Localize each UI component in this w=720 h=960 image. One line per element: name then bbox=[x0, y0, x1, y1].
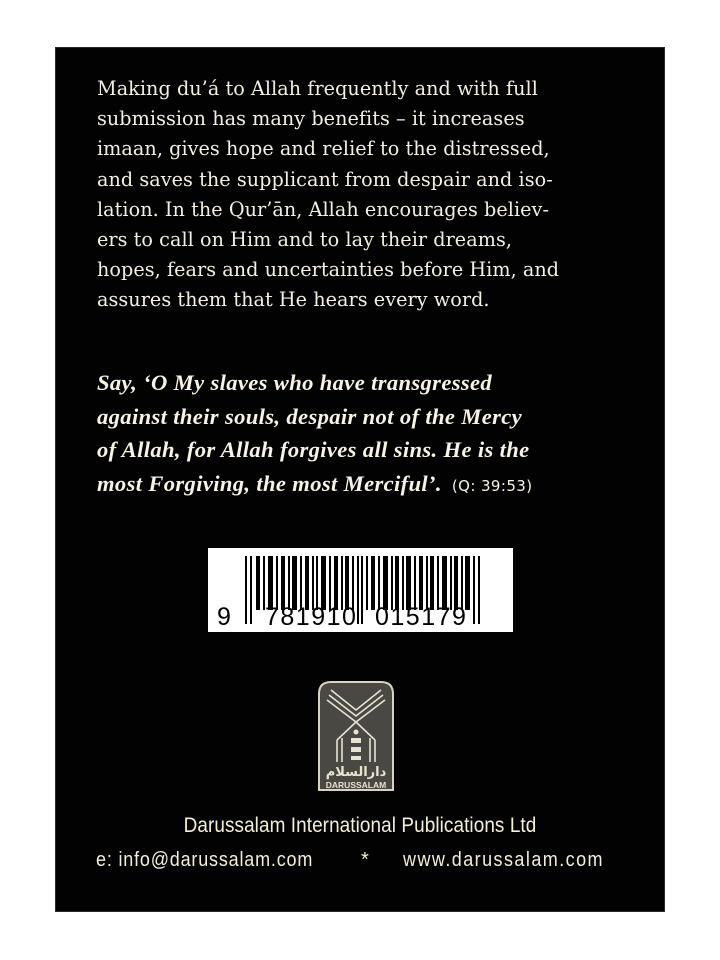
publisher-contact bbox=[56, 847, 664, 873]
blurb-line: hopes, fears and uncertainties before Him, and bbox=[97, 258, 560, 282]
publisher-email: e: info@darussalam.com bbox=[96, 849, 314, 871]
quran-quote bbox=[97, 366, 627, 503]
blurb-paragraph bbox=[97, 74, 627, 316]
blurb-line: assures them that He hears every word. bbox=[97, 288, 490, 312]
isbn-barcode bbox=[208, 548, 513, 632]
blurb-line: ers to call on Him and to lay their dreams, bbox=[97, 228, 512, 252]
logo-label: DARUSSALAM bbox=[325, 780, 387, 790]
book-back-cover bbox=[56, 48, 664, 911]
quote-line: against their souls, despair not of the Mercy bbox=[97, 403, 522, 429]
asterisk-separator-icon: * bbox=[361, 849, 369, 871]
isbn-digit-group-right: 015179 bbox=[375, 603, 468, 631]
quote-reference: (Q: 39:53) bbox=[451, 476, 533, 495]
blurb-line: lation. In the Qur’ān, Allah encourages believ- bbox=[97, 197, 549, 221]
blurb-line: Making du’á to Allah frequently and with full bbox=[97, 77, 538, 100]
logo-arabic-text: دارالسلام bbox=[325, 765, 387, 780]
isbn-digit-prefix: 9 bbox=[217, 603, 231, 631]
publisher-website: www.darussalam.com bbox=[403, 849, 604, 871]
blurb-line: and saves the supplicant from despair and iso- bbox=[97, 167, 553, 191]
quote-line-text: most Forgiving, the most Merciful’. bbox=[97, 470, 442, 496]
publisher-name: Darussalam International Publications Ltd bbox=[183, 813, 537, 837]
quote-line: Say, ‘O My slaves who have transgressed bbox=[97, 370, 493, 395]
blurb-line: imaan, gives hope and relief to the distressed, bbox=[97, 137, 550, 161]
quote-line bbox=[97, 467, 627, 504]
darussalam-logo-icon bbox=[315, 678, 397, 796]
isbn-digit-group-left: 781910 bbox=[265, 603, 358, 631]
blurb-line: submission has many benefits – it increases bbox=[97, 107, 525, 131]
quote-line: of Allah, for Allah forgives all sins. He is the bbox=[97, 437, 530, 462]
isbn-digits bbox=[208, 603, 513, 631]
